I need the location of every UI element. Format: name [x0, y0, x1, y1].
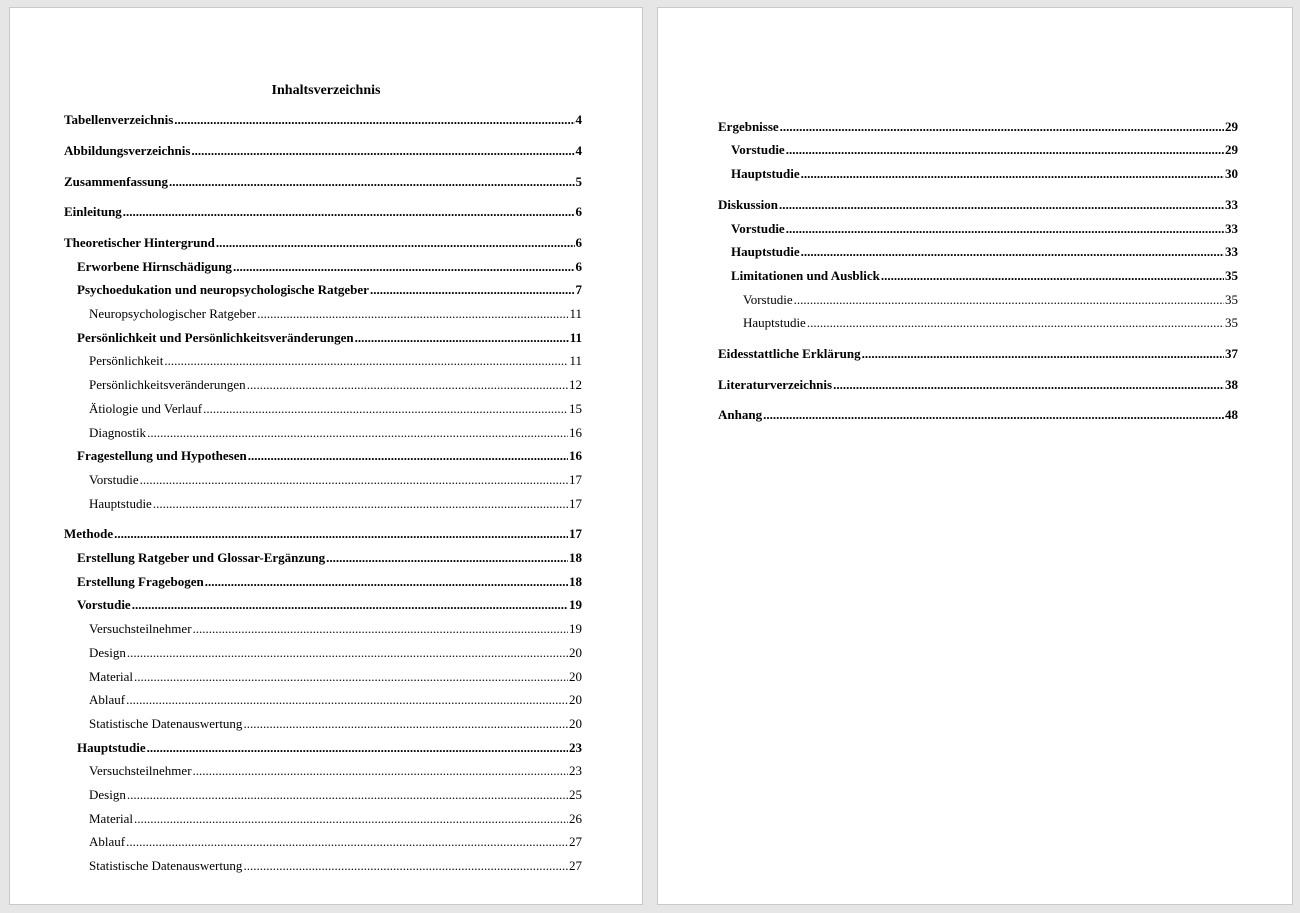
- toc-leader: [862, 346, 1224, 362]
- toc-entry-label: Methode: [64, 526, 114, 541]
- toc-entry-page: 6: [575, 235, 582, 250]
- toc-entry-page: 11: [569, 330, 582, 345]
- toc-entry-page: 19: [569, 597, 582, 612]
- toc-leader: [126, 692, 568, 708]
- document-page-right: [657, 7, 1293, 905]
- toc-entry-page: 23: [569, 740, 582, 755]
- toc-entry-page: 29: [1225, 142, 1238, 157]
- toc-entry-page: 4: [575, 143, 582, 158]
- toc-entry-page: 16: [569, 448, 582, 463]
- toc-entry-label: Hauptstudie: [731, 166, 800, 181]
- toc-entry-page: 48: [1225, 407, 1238, 422]
- toc-entry[interactable]: [89, 858, 582, 874]
- toc-leader: [247, 377, 568, 393]
- toc-leader: [127, 645, 568, 661]
- toc-entry[interactable]: [89, 787, 582, 803]
- toc-leader: [786, 142, 1224, 158]
- toc-entry[interactable]: [718, 197, 1238, 213]
- toc-entry[interactable]: [718, 346, 1238, 362]
- toc-entry[interactable]: [89, 472, 582, 488]
- document-page-left: [9, 7, 643, 905]
- toc-entry-label: Hauptstudie: [743, 315, 806, 330]
- toc-leader: [174, 112, 574, 128]
- toc-entry-label: Psychoedukation und neuropsychologische Ratgeber: [77, 282, 369, 297]
- toc-leader: [833, 377, 1224, 393]
- toc-entry[interactable]: [718, 119, 1238, 135]
- toc-entry-label: Eidesstattliche Erklärung: [718, 346, 861, 361]
- toc-leader: [763, 407, 1224, 423]
- toc-entry[interactable]: [89, 306, 582, 322]
- toc-entry-label: Persönlichkeitsveränderungen: [89, 377, 246, 392]
- toc-entry[interactable]: [743, 292, 1238, 308]
- toc-leader: [147, 425, 568, 441]
- toc-entry-page: 17: [569, 526, 582, 541]
- toc-entry-page: 33: [1225, 244, 1238, 259]
- toc-entry-label: Literaturverzeichnis: [718, 377, 833, 392]
- toc-entry[interactable]: [64, 143, 582, 159]
- toc-entry[interactable]: [64, 204, 582, 220]
- toc-entry-label: Diagnostik: [89, 425, 147, 440]
- toc-leader: [248, 448, 568, 464]
- toc-entry-label: Persönlichkeit und Persönlichkeitsveränderungen: [77, 330, 354, 345]
- toc-entry-label: Vorstudie: [731, 142, 785, 157]
- toc-entry[interactable]: [89, 401, 582, 417]
- toc-entry-label: Vorstudie: [731, 221, 785, 236]
- toc-entry[interactable]: [89, 621, 582, 637]
- toc-entry-page: 6: [575, 259, 582, 274]
- toc-entry-label: Diskussion: [718, 197, 778, 212]
- toc-entry[interactable]: [89, 692, 582, 708]
- toc-entry[interactable]: [77, 448, 582, 464]
- toc-entry-label: Persönlichkeit: [89, 353, 164, 368]
- toc-leader: [243, 716, 568, 732]
- toc-entry-label: Ablauf: [89, 692, 126, 707]
- toc-entry[interactable]: [77, 330, 582, 346]
- toc-entry[interactable]: [89, 496, 582, 512]
- toc-entry-label: Ablauf: [89, 834, 126, 849]
- toc-entry-label: Neuropsychologischer Ratgeber: [89, 306, 257, 321]
- toc-entry-label: Erstellung Ratgeber und Glossar-Ergänzung: [77, 550, 326, 565]
- toc-entry-label: Hauptstudie: [89, 496, 152, 511]
- toc-entry-label: Vorstudie: [743, 292, 793, 307]
- toc-entry-page: 23: [569, 763, 582, 778]
- toc-entry-page: 33: [1225, 221, 1238, 236]
- toc-entry[interactable]: [64, 235, 582, 251]
- toc-entry-page: 16: [569, 425, 582, 440]
- toc-entry-label: Ätiologie und Verlauf: [89, 401, 203, 416]
- toc-entry-label: Ergebnisse: [718, 119, 779, 134]
- toc-entry-page: 17: [569, 496, 582, 511]
- toc-entry-label: Material: [89, 669, 134, 684]
- toc-entry-label: Design: [89, 787, 126, 802]
- toc-entry-label: Anhang: [718, 407, 763, 422]
- toc-entry-label: Fragestellung und Hypothesen: [77, 448, 247, 463]
- toc-leader: [326, 550, 568, 566]
- toc-leader: [134, 811, 568, 827]
- toc-entry[interactable]: [89, 425, 582, 441]
- toc-leader: [153, 496, 568, 512]
- toc-leader: [193, 763, 568, 779]
- toc-entry-page: 33: [1225, 197, 1238, 212]
- toc-entry-label: Statistische Datenauswertung: [89, 716, 243, 731]
- toc-entry-label: Theoretischer Hintergrund: [64, 235, 215, 250]
- toc-entry[interactable]: [718, 377, 1238, 393]
- toc-entry-label: Versuchsteilnehmer: [89, 621, 192, 636]
- toc-entry[interactable]: [743, 315, 1238, 331]
- toc-entry-label: Hauptstudie: [77, 740, 146, 755]
- toc-entry-page: 12: [569, 377, 582, 392]
- toc-entry-page: 35: [1225, 315, 1238, 330]
- toc-entry[interactable]: [77, 259, 582, 275]
- toc-entry-page: 18: [569, 574, 582, 589]
- toc-entry-page: 20: [569, 669, 582, 684]
- toc-title: Inhaltsverzeichnis: [271, 83, 381, 98]
- toc-entry-page: 20: [569, 645, 582, 660]
- toc-leader: [807, 315, 1224, 331]
- toc-entry[interactable]: [731, 166, 1238, 182]
- toc-entry-page: 20: [569, 692, 582, 707]
- toc-entry-page: 27: [569, 858, 582, 873]
- toc-leader: [169, 174, 574, 190]
- toc-leader: [193, 621, 568, 637]
- toc-entry-label: Material: [89, 811, 134, 826]
- toc-leader: [140, 472, 568, 488]
- toc-entry-label: Statistische Datenauswertung: [89, 858, 243, 873]
- toc-leader: [257, 306, 568, 322]
- toc-entry-page: 25: [569, 787, 582, 802]
- toc-entry[interactable]: [731, 142, 1238, 158]
- toc-entry[interactable]: [64, 526, 582, 542]
- toc-leader: [786, 221, 1224, 237]
- toc-entry[interactable]: [77, 597, 582, 613]
- toc-entry[interactable]: [89, 669, 582, 685]
- toc-entry-page: 5: [575, 174, 582, 189]
- toc-leader: [123, 204, 575, 220]
- toc-entry-page: 26: [569, 811, 582, 826]
- toc-entry-page: 30: [1225, 166, 1238, 181]
- toc-entry[interactable]: [731, 268, 1238, 284]
- toc-leader: [203, 401, 568, 417]
- toc-entry-page: 17: [569, 472, 582, 487]
- toc-entry-page: 11: [569, 353, 582, 368]
- toc-leader: [243, 858, 568, 874]
- toc-leader: [205, 574, 568, 590]
- toc-leader: [147, 740, 568, 756]
- toc-entry-page: 29: [1225, 119, 1238, 134]
- toc-leader: [355, 330, 569, 346]
- toc-entry-page: 37: [1225, 346, 1238, 361]
- toc-entry[interactable]: [64, 174, 582, 190]
- toc-entry-page: 35: [1225, 268, 1238, 283]
- toc-entry[interactable]: [731, 244, 1238, 260]
- toc-entry-label: Limitationen und Ausblick: [731, 268, 880, 283]
- toc-entry[interactable]: [718, 407, 1238, 423]
- toc-entry-page: 4: [575, 112, 582, 127]
- toc-leader: [164, 353, 568, 369]
- toc-entry-label: Tabellenverzeichnis: [64, 112, 174, 127]
- toc-leader: [134, 669, 568, 685]
- toc-entry[interactable]: [731, 221, 1238, 237]
- toc-entry-page: 11: [569, 306, 582, 321]
- toc-entry-page: 18: [569, 550, 582, 565]
- toc-entry-label: Erstellung Fragebogen: [77, 574, 204, 589]
- toc-entry[interactable]: [89, 377, 582, 393]
- toc-leader: [881, 268, 1224, 284]
- toc-leader: [370, 282, 575, 298]
- toc-leader: [114, 526, 568, 542]
- toc-entry-label: Hauptstudie: [731, 244, 800, 259]
- toc-entry-label: Zusammenfassung: [64, 174, 169, 189]
- toc-entry-page: 35: [1225, 292, 1238, 307]
- toc-entry[interactable]: [89, 763, 582, 779]
- toc-entry-page: 15: [569, 401, 582, 416]
- toc-entry-label: Erworbene Hirnschädigung: [77, 259, 232, 274]
- toc-entry[interactable]: [77, 550, 582, 566]
- toc-leader: [191, 143, 574, 159]
- toc-leader: [780, 119, 1224, 135]
- toc-entry-label: Einleitung: [64, 204, 122, 219]
- toc-leader: [216, 235, 575, 251]
- toc-entry-label: Abbildungsverzeichnis: [64, 143, 191, 158]
- toc-entry-page: 20: [569, 716, 582, 731]
- toc-entry-label: Vorstudie: [89, 472, 139, 487]
- toc-entry-label: Design: [89, 645, 126, 660]
- toc-entry-page: 7: [575, 282, 582, 297]
- toc-entry[interactable]: [89, 716, 582, 732]
- toc-leader: [801, 166, 1224, 182]
- toc-entry[interactable]: [77, 740, 582, 756]
- toc-entry[interactable]: [89, 353, 582, 369]
- toc-leader: [126, 834, 568, 850]
- toc-leader: [801, 244, 1224, 260]
- toc-leader: [794, 292, 1224, 308]
- toc-entry[interactable]: [77, 574, 582, 590]
- toc-entry-page: 38: [1225, 377, 1238, 392]
- toc-entry[interactable]: [89, 645, 582, 661]
- toc-entry[interactable]: [77, 282, 582, 298]
- toc-leader: [132, 597, 568, 613]
- toc-leader: [127, 787, 568, 803]
- toc-leader: [233, 259, 575, 275]
- toc-entry[interactable]: [89, 834, 582, 850]
- toc-entry-page: 6: [575, 204, 582, 219]
- toc-leader: [779, 197, 1224, 213]
- toc-entry-label: Versuchsteilnehmer: [89, 763, 192, 778]
- toc-entry-page: 19: [569, 621, 582, 636]
- toc-entry[interactable]: [64, 112, 582, 128]
- toc-entry[interactable]: [89, 811, 582, 827]
- toc-entry-page: 27: [569, 834, 582, 849]
- toc-entry-label: Vorstudie: [77, 597, 131, 612]
